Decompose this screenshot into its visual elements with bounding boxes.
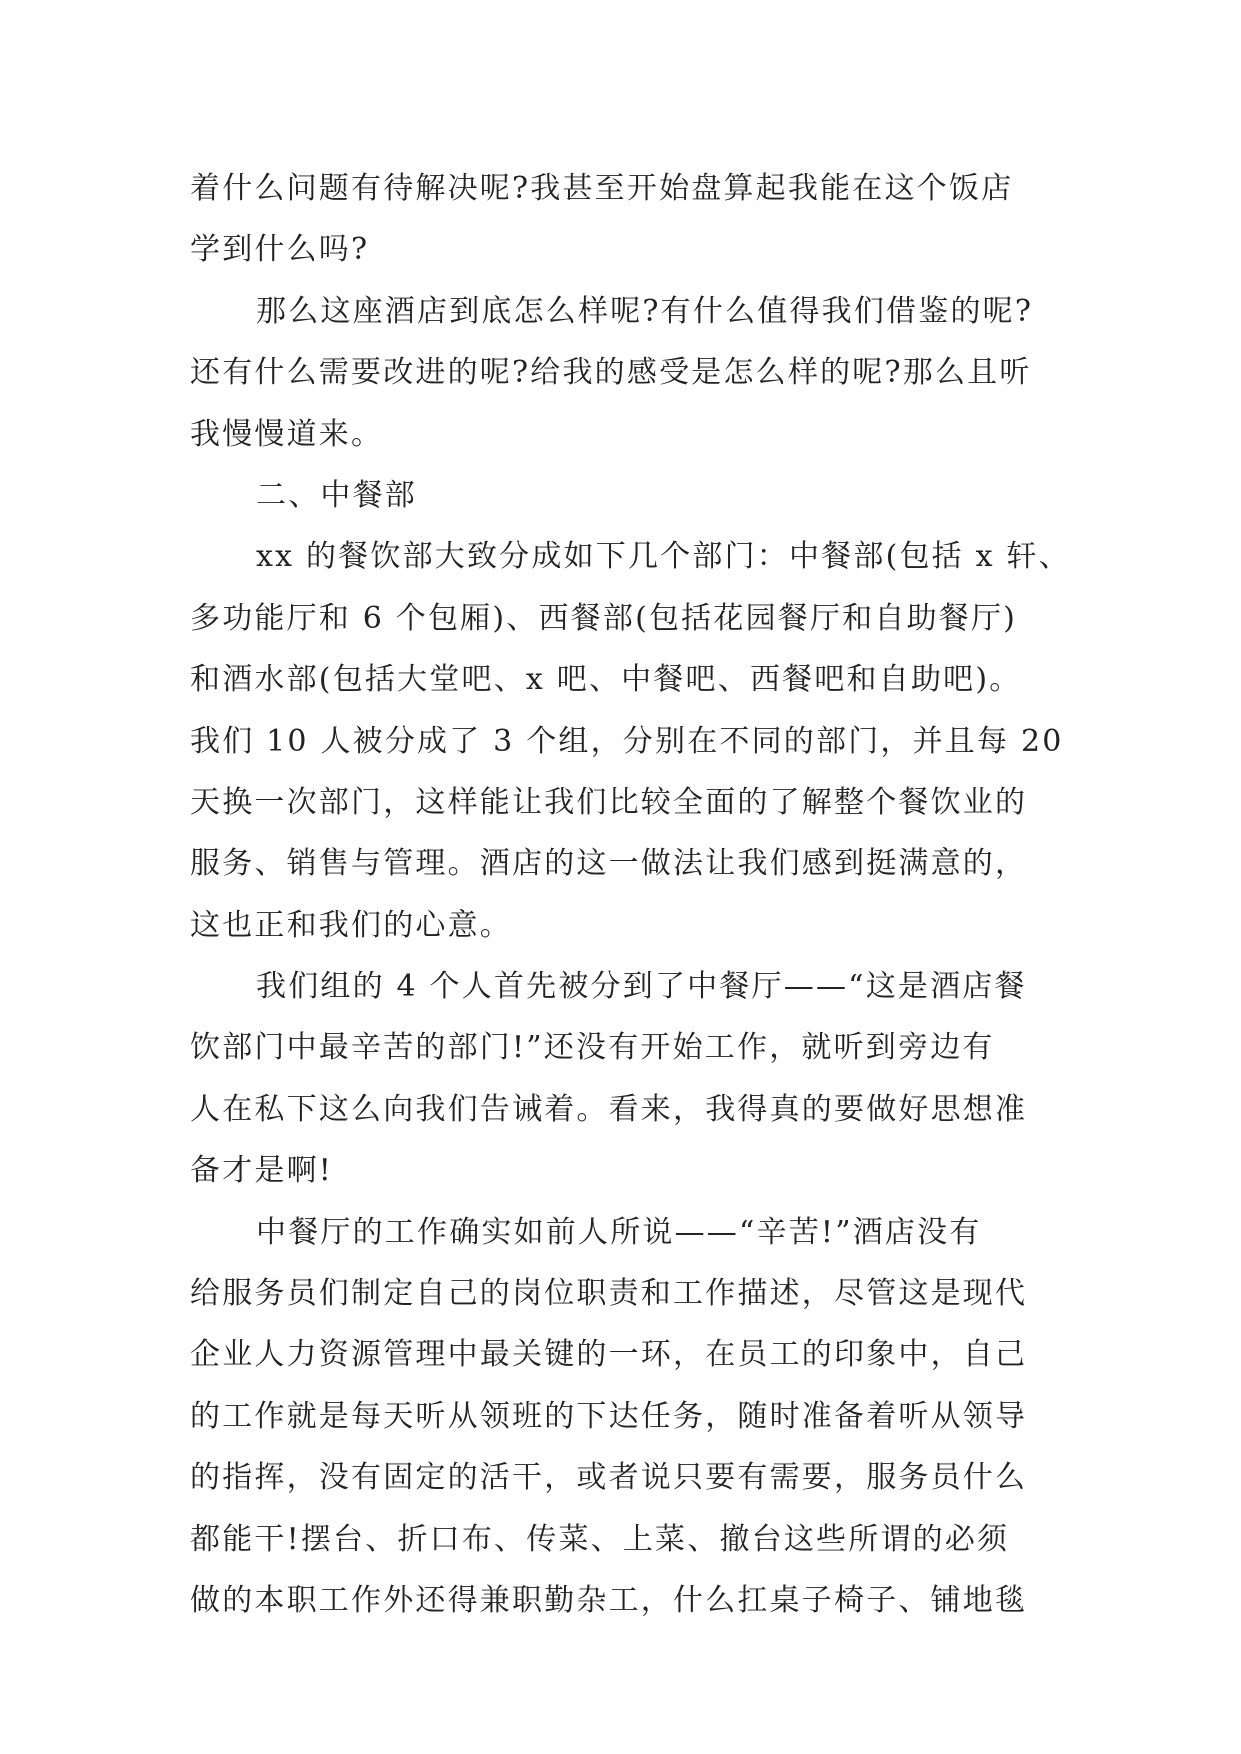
text-line: 着什么问题有待解决呢?我甚至开始盘算起我能在这个饭店 [190,171,1014,206]
text-line: 中餐厅的工作确实如前人所说——“辛苦!”酒店没有 [256,1214,982,1250]
text-line: 给服务员们制定自己的岗位职责和工作描述，尽管这是现代 [190,1276,1028,1312]
text-line: 学到什么吗? [190,232,370,268]
text-line: 做的本职工作外还得兼职勤杂工，什么扛桌子椅子、铺地毯 [190,1582,1028,1618]
text-line: 都能干!摆台、折口布、传菜、上菜、撤台这些所谓的必须 [190,1521,1010,1557]
text-line: 这也正和我们的心意。 [190,907,512,943]
section-heading: 二、中餐部 [256,477,417,513]
text-line: 的指挥，没有固定的活干，或者说只要有需要，服务员什么 [190,1460,1028,1496]
text-line: 备才是啊! [190,1153,334,1189]
text-line: 企业人力资源管理中最关键的一环，在员工的印象中，自己 [190,1337,1028,1373]
text-line: xx 的餐饮部大致分成如下几个部门：中餐部(包括 x 轩、 [256,539,1071,575]
text-line: 天换一次部门，这样能让我们比较全面的了解整个餐饮业的 [190,784,1028,820]
text-line: 人在私下这么向我们告诫着。看来，我得真的要做好思想准 [190,1091,1028,1127]
text-line: 我们组的 4 个人首先被分到了中餐厅——“这是酒店餐 [256,969,1027,1005]
text-line: 多功能厅和 6 个包厢)、西餐部(包括花园餐厅和自助餐厅) [190,600,1018,636]
text-line: 我慢慢道来。 [190,416,384,452]
text-line: 和酒水部(包括大堂吧、x 吧、中餐吧、西餐吧和自助吧)。 [190,662,1022,698]
text-line: 饮部门中最辛苦的部门!”还没有开始工作，就听到旁边有 [190,1030,995,1066]
text-line: 的工作就是每天听从领班的下达任务，随时准备着听从领导 [190,1398,1028,1434]
text-line: 还有什么需要改进的呢?给我的感受是怎么样的呢?那么且听 [190,355,1032,391]
text-line: 服务、销售与管理。酒店的这一做法让我们感到挺满意的， [190,846,1028,882]
body-text [190,158,1071,1631]
text-line: 我们 10 人被分成了 3 个组，分别在不同的部门，并且每 20 [190,723,1064,759]
text-line: 那么这座酒店到底怎么样呢?有什么值得我们借鉴的呢? [256,293,1034,329]
